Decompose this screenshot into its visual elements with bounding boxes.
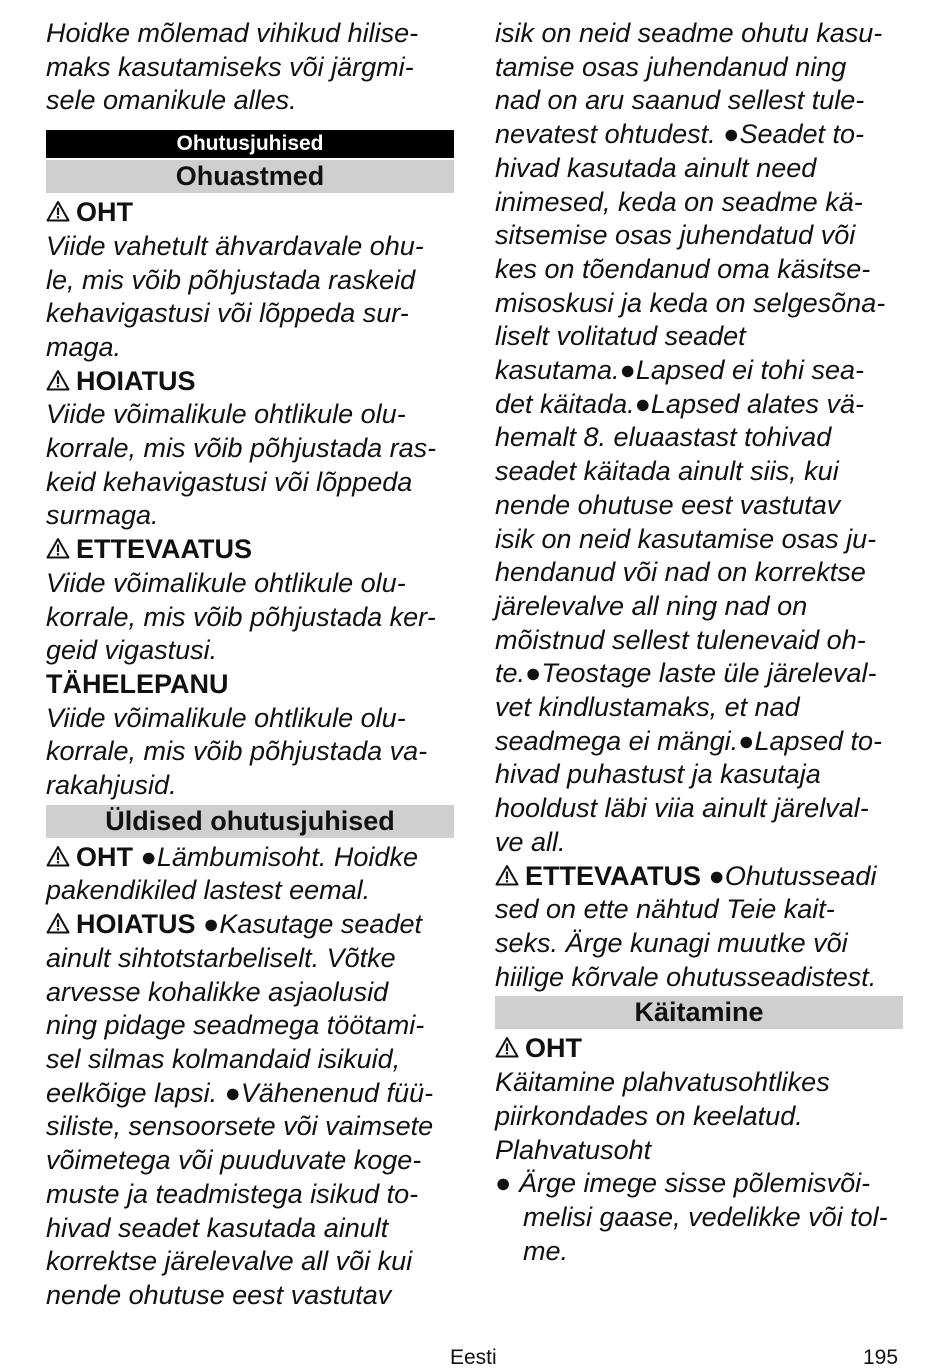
hoiatus-description [46,398,454,533]
tahelepanu-heading: TÄHELEPANU [46,668,229,699]
warning-triangle-icon [46,200,70,222]
warning-triangle-icon [495,864,519,886]
footer-language: Eesti [450,1346,497,1369]
general-hoiatus-label: HOIATUS [76,909,196,940]
text-line: hooldust läbi viia ainult järelval- [495,793,869,824]
text-line: pakendikiled lastest eemal. [46,875,371,906]
bullet-dot-icon: ● [203,909,220,940]
text-line: Viide vahetult ähvardavale ohu- [46,230,424,261]
text-line: seks. Ärge kunagi muutke või [495,927,848,958]
text-line: järelevalve all ning nad on [495,590,808,621]
text-line: korrale, mis võib põhjustada va- [46,736,428,767]
bullet-dot-icon: ● [708,860,725,891]
text-line: hivad seadet kasutada ainult [46,1212,389,1243]
text-line: ve all. [495,826,566,857]
ettevaatus-description [46,567,454,668]
bullet-dot-icon: ● [495,1168,512,1199]
text-line: isik on neid kasutamise osas ju- [495,523,877,554]
text-line: sele omanikule alles. [46,85,297,116]
bullet-dot-icon: ● [140,841,157,872]
warning-triangle-icon [46,845,70,867]
text-line: liselt volitatud seadet [495,321,746,352]
text-line: muste ja teadmistega isikud to- [46,1178,419,1209]
general-safety-continued [495,17,903,860]
text-line: inimesed, keda on seadme kä- [495,186,863,217]
text-line: surmaga. [46,500,159,531]
text-line: korrale, mis võib põhjustada ras- [46,433,437,464]
text-line: hemalt 8. eluaastast tohivad [495,422,832,453]
general-oht-label: OHT [76,841,133,872]
text-line: isik on neid seadme ohutu kasu- [495,18,883,48]
tahelepanu-description [46,702,454,803]
text-line: kes on tõendanud oma käsitse- [495,253,871,284]
ettevaatus-label: ETTEVAATUS [76,534,253,565]
operation-oht-description [495,1066,903,1167]
text-line: nad on aru saanud sellest tule- [495,85,865,116]
text-line: te.●Teostage laste üle järeleval- [495,658,877,689]
hoiatus-label: HOIATUS [76,365,196,396]
text-line: tamise osas juhendanud ning [495,51,847,82]
text-line [495,860,903,894]
left-column [46,17,454,1313]
text-line: seadmega ei mängi.●Lapsed to- [495,725,883,756]
text-line: Viide võimalikule ohtlikule olu- [46,567,406,598]
text-line: hiilige kõrvale ohutusseadistest. [495,961,877,992]
general-oht-text: Lämbumisoht. Hoidke [156,841,418,872]
text-line [46,908,454,942]
operation-oht-label: OHT [525,1033,582,1064]
text-line: geid vigastusi. [46,635,218,666]
text-line: arvesse kohalikke asjaolusid [46,976,389,1007]
warning-triangle-icon [46,369,70,391]
subsection-title-hazard-levels: Ohuastmed [46,160,454,193]
hoiatus-heading [46,365,454,399]
text-line: nende ohutuse eest vastutav [46,1279,392,1310]
right-column [495,17,903,1268]
text-line: Viide võimalikule ohtlikule olu- [46,399,406,430]
text-line: nende ohutuse eest vastutav [495,489,841,520]
text-line [495,1167,903,1201]
warning-triangle-icon [46,537,70,559]
warning-triangle-icon [495,1036,519,1058]
text-line [46,841,454,875]
text-line: hendanud või nad on korrektse [495,557,866,588]
text-line: nevatest ohtudest. ●Seadet to- [495,119,865,150]
bullet-text: Ärge imege sisse põlemisvõi- [519,1168,871,1199]
text-line: Plahvatusoht [495,1134,652,1165]
warning-triangle-icon [46,912,70,934]
footer-page-number: 195 [863,1346,899,1369]
text-line: me. [523,1235,569,1266]
text-line: seadet käitada ainult siis, kui [495,456,839,487]
oht-heading [46,196,454,230]
text-line: maga. [46,331,122,362]
text-line: mõistnud sellest tulenevaid oh- [495,624,866,655]
text-line: eelkõige lapsi. ●Vähenenud füü- [46,1077,434,1108]
subsection-title-general-safety: Üldised ohutusjuhised [46,805,454,838]
ettevaatus-paragraph [495,860,903,995]
subsection-title-operation: Käitamine [495,996,903,1029]
text-line: sed on ette nähtud Teie kait- [495,894,835,925]
text-line: melisi gaase, vedelikke või tol- [523,1201,888,1232]
text-line: Hoidke mõlemad vihikud hilise- [46,18,419,48]
section-title-safety: Ohutusjuhised [46,130,454,158]
text-line: korrale, mis võib põhjustada ker- [46,601,436,632]
ettevaatus-heading [46,533,454,567]
text-line: võimetega või puuduvate koge- [46,1145,422,1176]
text-line: piirkondades on keelatud. [495,1100,803,1131]
text-line: maks kasutamiseks või järgmi- [46,51,414,82]
text-line: keid kehavigastusi või lõppeda [46,466,413,497]
ettevaatus-text: Ohutusseadi [724,860,877,891]
text-line: sel silmas kolmandaid isikuid, [46,1043,401,1074]
ettevaatus-label: ETTEVAATUS [525,860,702,891]
text-line: hivad puhastust ja kasutaja [495,759,821,790]
text-line: sitsemise osas juhendatud või [495,220,856,251]
text-line: det käitada.●Lapsed alates vä- [495,388,865,419]
general-hoiatus-paragraph [46,908,454,1312]
text-line: ning pidage seadmega töötami- [46,1010,425,1041]
text-line: Viide võimalikule ohtlikule olu- [46,702,406,733]
text-line: misoskusi ja keda on selgesõna- [495,287,886,318]
text-line: kasutama.●Lapsed ei tohi sea- [495,355,865,386]
general-oht-paragraph [46,841,454,908]
operation-bullet-item [495,1167,903,1268]
text-line: Käitamine plahvatusohtlikes [495,1067,830,1098]
text-line: ainult sihtotstarbeliselt. Võtke [46,942,396,973]
intro-paragraph [46,17,454,118]
text-line: kehavigastusi või lõppeda sur- [46,298,409,329]
text-line: le, mis võib põhjustada raskeid [46,264,416,295]
text-line: siliste, sensoorsete või vaimsete [46,1111,434,1142]
oht-label: OHT [76,197,133,228]
general-hoiatus-text: Kasutage seadet [219,909,422,940]
text-line: korrektse järelevalve all või kui [46,1246,413,1277]
text-line: vet kindlustamaks, et nad [495,692,800,723]
text-line: hivad kasutada ainult need [495,152,817,183]
operation-oht-heading [495,1032,903,1066]
oht-description [46,230,454,365]
text-line: rakahjusid. [46,770,177,801]
